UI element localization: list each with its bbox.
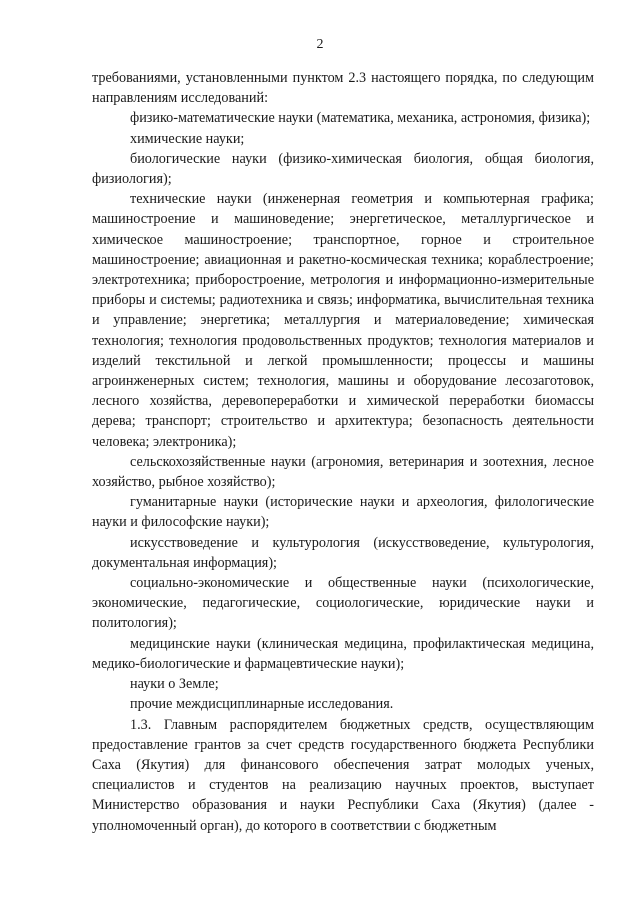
list-item-physics-math: физико-математические науки (математика, механика, астрономия, физика); — [130, 110, 591, 127]
document-body — [92, 68, 594, 836]
paragraph-intro: требованиями, установленными пунктом 2.3 настоящего порядка, по следующим направлениям исследований: — [92, 70, 594, 107]
list-item-earth-sciences: науки о Земле; — [130, 676, 219, 693]
list-item-humanities: гуманитарные науки (исторические науки и археология, филологические науки и философские науки); — [92, 494, 594, 531]
list-item-medical: медицинские науки (клиническая медицина, профилактическая медицина, медико-биологические и фармацевтические науки); — [92, 635, 594, 672]
list-item-social-economic: социально-экономические и общественные науки (психологические, экономические, педагогические, социологические, юридические науки и политология); — [92, 575, 594, 632]
list-item-biology: биологические науки (физико-химическая биология, общая биология, физиология); — [92, 150, 594, 188]
list-item-arts-culture: искусствоведение и культурология (искусствоведение, культурология, документальная информация); — [92, 534, 594, 571]
page-number: 2 — [316, 37, 324, 52]
paragraph-section-1-3: 1.3. Главным распорядителем бюджетных средств, осуществляющим предоставление грантов за счет средств государственного бюджета Республики Саха (Якутия) для финансового обеспечения затрат молодых ученых, специалистов и студентов на реализацию научных проектов, выступает Министерство образования и науки Республики Саха (Якутия) (далее - уполномоченный орган), до которого в соответствии с бюджетным — [92, 716, 594, 834]
list-item-agriculture: сельскохозяйственные науки (агрономия, ветеринария и зоотехния, лесное хозяйство, рыбное хозяйство); — [92, 453, 594, 491]
list-item-interdisciplinary: прочие междисциплинарные исследования. — [130, 696, 394, 713]
list-item-chemistry: химические науки; — [130, 130, 245, 147]
list-item-technical: технические науки (инженерная геометрия и компьютерная графика; машиностроение и машиноведение; энергетическое, металлургическое и химическое машиностроение; транспортное, горное и строительное машиностроение; авиационная и ракетно-космическая техника; кораблестроение; электротехника; приборостроение, метрология и информационно-измерительные приборы и системы; радиотехника и связь; информатика, вычислительная техника и управление; энергетика; металлургия и материаловедение; химическая технология; технология продовольственных продуктов; технология материалов и изделий текстильной и легкой промышленности; процессы и машины агроинженерных систем; технология, машины и оборудование лесозаготовок, лесного хозяйства, деревопереработки и химической переработки биомассы дерева; транспорт; строительство и архитектура; безопасность деятельности человека; электроника); — [92, 191, 594, 450]
